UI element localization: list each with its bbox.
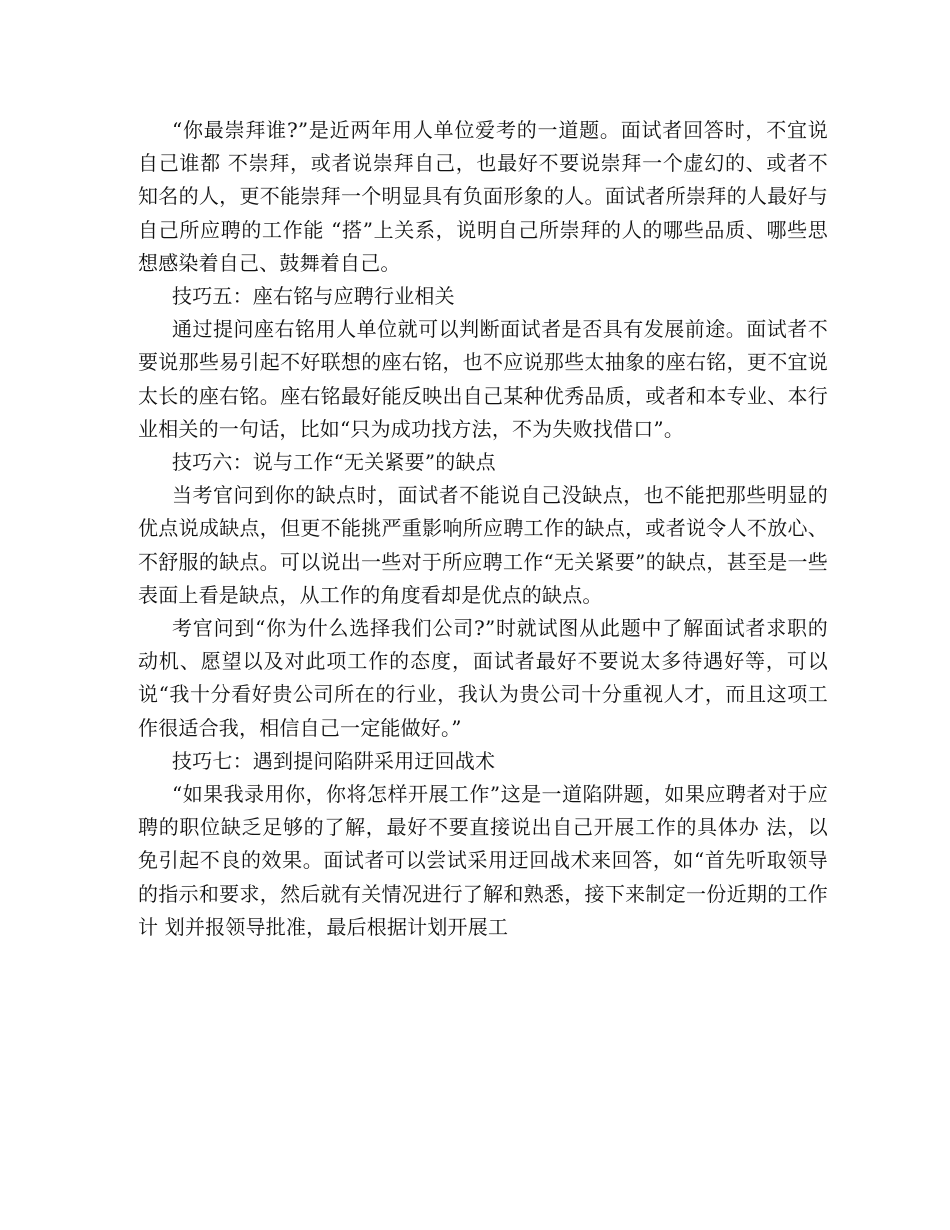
paragraph-trap-question: “如果我录用你，你将怎样开展工作”这是一道陷阱题，如果应聘者对于应聘的职位缺乏足够的了解，最好不要直接说出自己开展工作的具体办 法，以免引起不良的效果。面试者可以尝试采用迂回战术来回答，如“首先听取领导的指示和要求，然后就有关情况进行了解和熟悉，接下来制定一份近期的工作计 划并报领导批准，最后根据计划开展工 bbox=[138, 782, 828, 939]
paragraph-motto: 通过提问座右铭用人单位就可以判断面试者是否具有发展前途。面试者不要说那些易引起不好联想的座右铭，也不应说那些太抽象的座右铭，更不宜说太长的座右铭。座右铭最好能反映出自己某种优秀品质，或者和本专业、本行业相关的一句话，比如“只为成功找方法，不为失败找借口”。 bbox=[138, 317, 828, 441]
document-body bbox=[138, 114, 828, 944]
heading-tip-seven: 技巧七：遇到提问陷阱采用迂回战术 bbox=[172, 748, 496, 773]
heading-tip-five: 技巧五：座右铭与应聘行业相关 bbox=[172, 284, 455, 309]
paragraph-admire-question: “你最崇拜谁?”是近两年用人单位爱考的一道题。面试者回答时，不宜说自己谁都 不崇拜，或者说崇拜自己，也最好不要说崇拜一个虚幻的、或者不知名的人，更不能崇拜一个明显具有负面形象的人。面试者所崇拜的人最好与自己所应聘的工作能 “搭”上关系，说明自己所崇拜的人的哪些品质、哪些思想感染着自己、鼓舞着自己。 bbox=[138, 118, 828, 275]
heading-tip-six: 技巧六：说与工作“无关紧要”的缺点 bbox=[172, 450, 496, 475]
paragraph-why-company: 考官问到“你为什么选择我们公司?”时就试图从此题中了解面试者求职的动机、愿望以及对此项工作的态度，面试者最好不要说太多待遇好等，可以说“我十分看好贵公司所在的行业，我认为贵公司十分重视人才，而且这项工作很适合我，相信自己一定能做好。” bbox=[138, 616, 828, 740]
paragraph-weakness: 当考官问到你的缺点时，面试者不能说自己没缺点，也不能把那些明显的优点说成缺点，但更不能挑严重影响所应聘工作的缺点，或者说令人不放心、不舒服的缺点。可以说出一些对于所应聘工作“无关紧要”的缺点，甚至是一些表面上看是缺点，从工作的角度看却是优点的缺点。 bbox=[138, 483, 828, 607]
